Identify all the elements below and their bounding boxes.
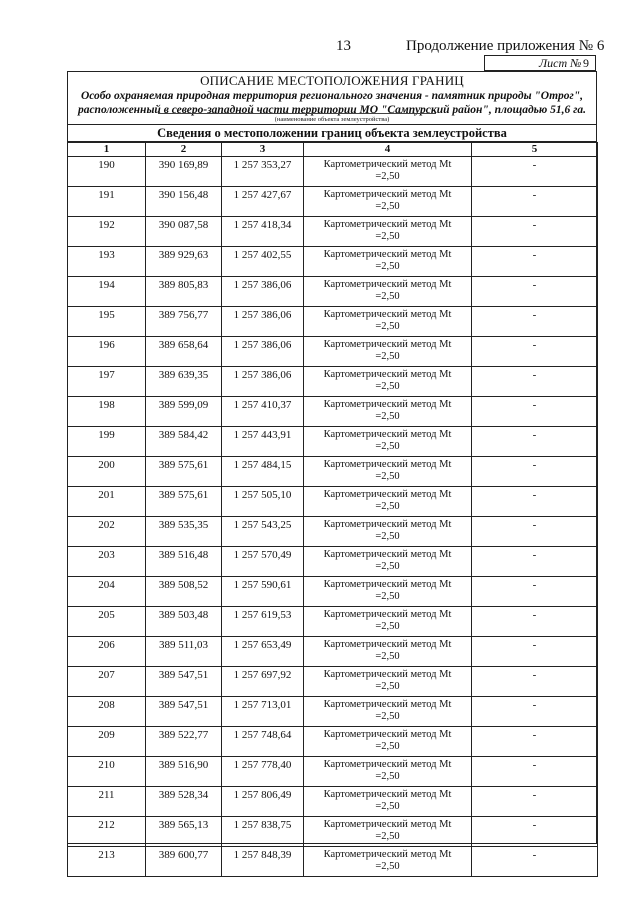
determination-method [304, 247, 472, 277]
remark: - [472, 697, 598, 727]
coordinate-y: 1 257 697,92 [222, 667, 304, 697]
table-row [68, 367, 598, 397]
coordinate-x: 389 565,13 [146, 817, 222, 847]
table-row [68, 487, 598, 517]
method-text: Картометрический метод Mt [323, 759, 452, 770]
determination-method [304, 697, 472, 727]
point-number: 197 [68, 367, 146, 397]
table-row [68, 607, 598, 637]
method-text: Картометрический метод Mt [323, 429, 452, 440]
coordinate-x: 389 522,77 [146, 727, 222, 757]
point-number: 211 [68, 787, 146, 817]
table-row [68, 307, 598, 337]
remark: - [472, 727, 598, 757]
method-text: Картометрический метод Mt [323, 669, 452, 680]
point-number: 191 [68, 187, 146, 217]
column-header: 3 [222, 143, 304, 157]
remark: - [472, 817, 598, 847]
coordinate-y: 1 257 418,34 [222, 217, 304, 247]
coordinate-x: 389 535,35 [146, 517, 222, 547]
method-text: Картометрический метод Mt [323, 549, 452, 560]
determination-method [304, 277, 472, 307]
point-number: 199 [68, 427, 146, 457]
method-text: Картометрический метод Mt [323, 249, 452, 260]
point-number: 195 [68, 307, 146, 337]
method-text: Картометрический метод Mt [323, 639, 452, 650]
remark: - [472, 427, 598, 457]
object-description-line2: расположенный в северо-западной части территории МО "Сампурский район", площадью 51,6 га. [77, 104, 587, 116]
point-number: 201 [68, 487, 146, 517]
point-number: 192 [68, 217, 146, 247]
remark: - [472, 547, 598, 577]
determination-method [304, 157, 472, 187]
point-number: 207 [68, 667, 146, 697]
method-accuracy: =2,50 [375, 501, 400, 512]
table-row [68, 637, 598, 667]
coordinate-x: 389 508,52 [146, 577, 222, 607]
coordinates-table [67, 142, 598, 877]
title-block [67, 71, 597, 124]
coordinate-x: 389 599,09 [146, 397, 222, 427]
column-header: 1 [68, 143, 146, 157]
determination-method [304, 427, 472, 457]
determination-method [304, 667, 472, 697]
method-accuracy: =2,50 [375, 861, 400, 872]
coordinate-x: 389 503,48 [146, 607, 222, 637]
remark: - [472, 787, 598, 817]
table-row [68, 817, 598, 847]
determination-method [304, 487, 472, 517]
coordinate-y: 1 257 848,39 [222, 847, 304, 877]
method-text: Картометрический метод Mt [323, 789, 452, 800]
point-number: 209 [68, 727, 146, 757]
coordinate-x: 389 805,83 [146, 277, 222, 307]
coordinate-y: 1 257 386,06 [222, 367, 304, 397]
remark: - [472, 397, 598, 427]
determination-method [304, 187, 472, 217]
coordinate-x: 389 528,34 [146, 787, 222, 817]
remark: - [472, 217, 598, 247]
determination-method [304, 307, 472, 337]
object-type-note: (наименование объекта землеустройства) [274, 116, 390, 123]
point-number: 208 [68, 697, 146, 727]
method-text: Картометрический метод Mt [323, 609, 452, 620]
page-number: 13 [336, 38, 351, 54]
method-accuracy: =2,50 [375, 321, 400, 332]
table-row [68, 727, 598, 757]
coordinate-y: 1 257 653,49 [222, 637, 304, 667]
remark: - [472, 457, 598, 487]
method-text: Картометрический метод Mt [323, 159, 452, 170]
determination-method [304, 787, 472, 817]
point-number: 206 [68, 637, 146, 667]
method-text: Картометрический метод Mt [323, 339, 452, 350]
coordinate-y: 1 257 570,49 [222, 547, 304, 577]
coordinate-x: 389 516,48 [146, 547, 222, 577]
column-header: 2 [146, 143, 222, 157]
coordinate-x: 390 156,48 [146, 187, 222, 217]
remark: - [472, 517, 598, 547]
table-row [68, 277, 598, 307]
method-accuracy: =2,50 [375, 471, 400, 482]
table-row [68, 157, 598, 187]
point-number: 200 [68, 457, 146, 487]
method-accuracy: =2,50 [375, 621, 400, 632]
point-number: 204 [68, 577, 146, 607]
method-text: Картометрический метод Mt [323, 519, 452, 530]
coordinate-y: 1 257 806,49 [222, 787, 304, 817]
coordinate-x: 389 639,35 [146, 367, 222, 397]
method-accuracy: =2,50 [375, 651, 400, 662]
coordinate-y: 1 257 505,10 [222, 487, 304, 517]
coordinate-y: 1 257 402,55 [222, 247, 304, 277]
method-accuracy: =2,50 [375, 681, 400, 692]
remark: - [472, 607, 598, 637]
remark: - [472, 307, 598, 337]
method-accuracy: =2,50 [375, 441, 400, 452]
coordinate-x: 389 547,51 [146, 667, 222, 697]
determination-method [304, 577, 472, 607]
sheet-label: Лист № [539, 56, 582, 70]
method-accuracy: =2,50 [375, 531, 400, 542]
determination-method [304, 757, 472, 787]
determination-method [304, 547, 472, 577]
point-number: 213 [68, 847, 146, 877]
method-accuracy: =2,50 [375, 771, 400, 782]
determination-method [304, 637, 472, 667]
remark: - [472, 667, 598, 697]
method-accuracy: =2,50 [375, 411, 400, 422]
coordinate-x: 389 547,51 [146, 697, 222, 727]
table-row [68, 577, 598, 607]
column-header: 4 [304, 143, 472, 157]
sheet-number: 9 [583, 56, 589, 70]
coordinate-y: 1 257 386,06 [222, 277, 304, 307]
point-number: 210 [68, 757, 146, 787]
method-text: Картометрический метод Mt [323, 399, 452, 410]
method-text: Картометрический метод Mt [323, 369, 452, 380]
method-accuracy: =2,50 [375, 351, 400, 362]
coordinate-y: 1 257 778,40 [222, 757, 304, 787]
method-text: Картометрический метод Mt [323, 459, 452, 470]
point-number: 205 [68, 607, 146, 637]
table-row [68, 217, 598, 247]
coordinate-y: 1 257 748,64 [222, 727, 304, 757]
remark: - [472, 847, 598, 877]
coordinate-y: 1 257 713,01 [222, 697, 304, 727]
method-accuracy: =2,50 [375, 261, 400, 272]
method-text: Картометрический метод Mt [323, 309, 452, 320]
coordinate-x: 389 756,77 [146, 307, 222, 337]
determination-method [304, 397, 472, 427]
point-number: 190 [68, 157, 146, 187]
coordinate-y: 1 257 353,27 [222, 157, 304, 187]
coordinate-x: 389 658,64 [146, 337, 222, 367]
determination-method [304, 457, 472, 487]
table-row [68, 457, 598, 487]
point-number: 203 [68, 547, 146, 577]
coordinate-y: 1 257 386,06 [222, 307, 304, 337]
section-title: Сведения о местоположении границ объекта землеустройства [67, 124, 597, 142]
coordinate-y: 1 257 838,75 [222, 817, 304, 847]
method-accuracy: =2,50 [375, 231, 400, 242]
coordinate-x: 390 087,58 [146, 217, 222, 247]
method-accuracy: =2,50 [375, 591, 400, 602]
method-accuracy: =2,50 [375, 831, 400, 842]
coordinate-x: 389 516,90 [146, 757, 222, 787]
remark: - [472, 637, 598, 667]
method-text: Картометрический метод Mt [323, 699, 452, 710]
remark: - [472, 247, 598, 277]
coordinate-x: 389 575,61 [146, 487, 222, 517]
method-text: Картометрический метод Mt [323, 729, 452, 740]
coordinate-y: 1 257 543,25 [222, 517, 304, 547]
table-row [68, 757, 598, 787]
method-text: Картометрический метод Mt [323, 279, 452, 290]
method-accuracy: =2,50 [375, 561, 400, 572]
determination-method [304, 607, 472, 637]
method-text: Картометрический метод Mt [323, 819, 452, 830]
method-text: Картометрический метод Mt [323, 219, 452, 230]
table-row [68, 547, 598, 577]
table-row [68, 517, 598, 547]
coordinate-y: 1 257 427,67 [222, 187, 304, 217]
determination-method [304, 217, 472, 247]
coordinate-y: 1 257 590,61 [222, 577, 304, 607]
method-accuracy: =2,50 [375, 711, 400, 722]
object-description-line1: Особо охраняемая природная территория регионального значения - памятник природы "Отрог", [80, 90, 584, 102]
coordinate-y: 1 257 484,15 [222, 457, 304, 487]
point-number: 198 [68, 397, 146, 427]
determination-method [304, 517, 472, 547]
method-text: Картометрический метод Mt [323, 489, 452, 500]
table-row [68, 697, 598, 727]
point-number: 212 [68, 817, 146, 847]
remark: - [472, 757, 598, 787]
determination-method [304, 337, 472, 367]
coordinate-y: 1 257 410,37 [222, 397, 304, 427]
coordinate-y: 1 257 386,06 [222, 337, 304, 367]
table-row [68, 847, 598, 877]
table-row [68, 247, 598, 277]
table-header-row [68, 143, 598, 157]
method-text: Картометрический метод Mt [323, 849, 452, 860]
column-header: 5 [472, 143, 598, 157]
coordinate-x: 389 511,03 [146, 637, 222, 667]
method-accuracy: =2,50 [375, 291, 400, 302]
method-accuracy: =2,50 [375, 171, 400, 182]
note-underline [158, 113, 436, 114]
table-row [68, 667, 598, 697]
remark: - [472, 337, 598, 367]
coordinate-x: 390 169,89 [146, 157, 222, 187]
method-accuracy: =2,50 [375, 381, 400, 392]
determination-method [304, 727, 472, 757]
determination-method [304, 367, 472, 397]
remark: - [472, 187, 598, 217]
coordinate-y: 1 257 443,91 [222, 427, 304, 457]
table-row [68, 187, 598, 217]
remark: - [472, 157, 598, 187]
coordinate-y: 1 257 619,53 [222, 607, 304, 637]
remark: - [472, 367, 598, 397]
determination-method [304, 817, 472, 847]
method-accuracy: =2,50 [375, 801, 400, 812]
method-text: Картометрический метод Mt [323, 579, 452, 590]
remark: - [472, 487, 598, 517]
remark: - [472, 277, 598, 307]
point-number: 202 [68, 517, 146, 547]
table-row [68, 397, 598, 427]
remark: - [472, 577, 598, 607]
document-title: ОПИСАНИЕ МЕСТОПОЛОЖЕНИЯ ГРАНИЦ [200, 73, 464, 88]
point-number: 193 [68, 247, 146, 277]
sheet-number-box [484, 55, 596, 71]
table-row [68, 787, 598, 817]
method-accuracy: =2,50 [375, 741, 400, 752]
appendix-continuation: Продолжение приложения № 6 [406, 38, 605, 54]
coordinate-x: 389 584,42 [146, 427, 222, 457]
coordinate-x: 389 600,77 [146, 847, 222, 877]
method-text: Картометрический метод Mt [323, 189, 452, 200]
table-row [68, 427, 598, 457]
method-accuracy: =2,50 [375, 201, 400, 212]
determination-method [304, 847, 472, 877]
coordinate-x: 389 575,61 [146, 457, 222, 487]
table-row [68, 337, 598, 367]
point-number: 194 [68, 277, 146, 307]
point-number: 196 [68, 337, 146, 367]
coordinate-x: 389 929,63 [146, 247, 222, 277]
